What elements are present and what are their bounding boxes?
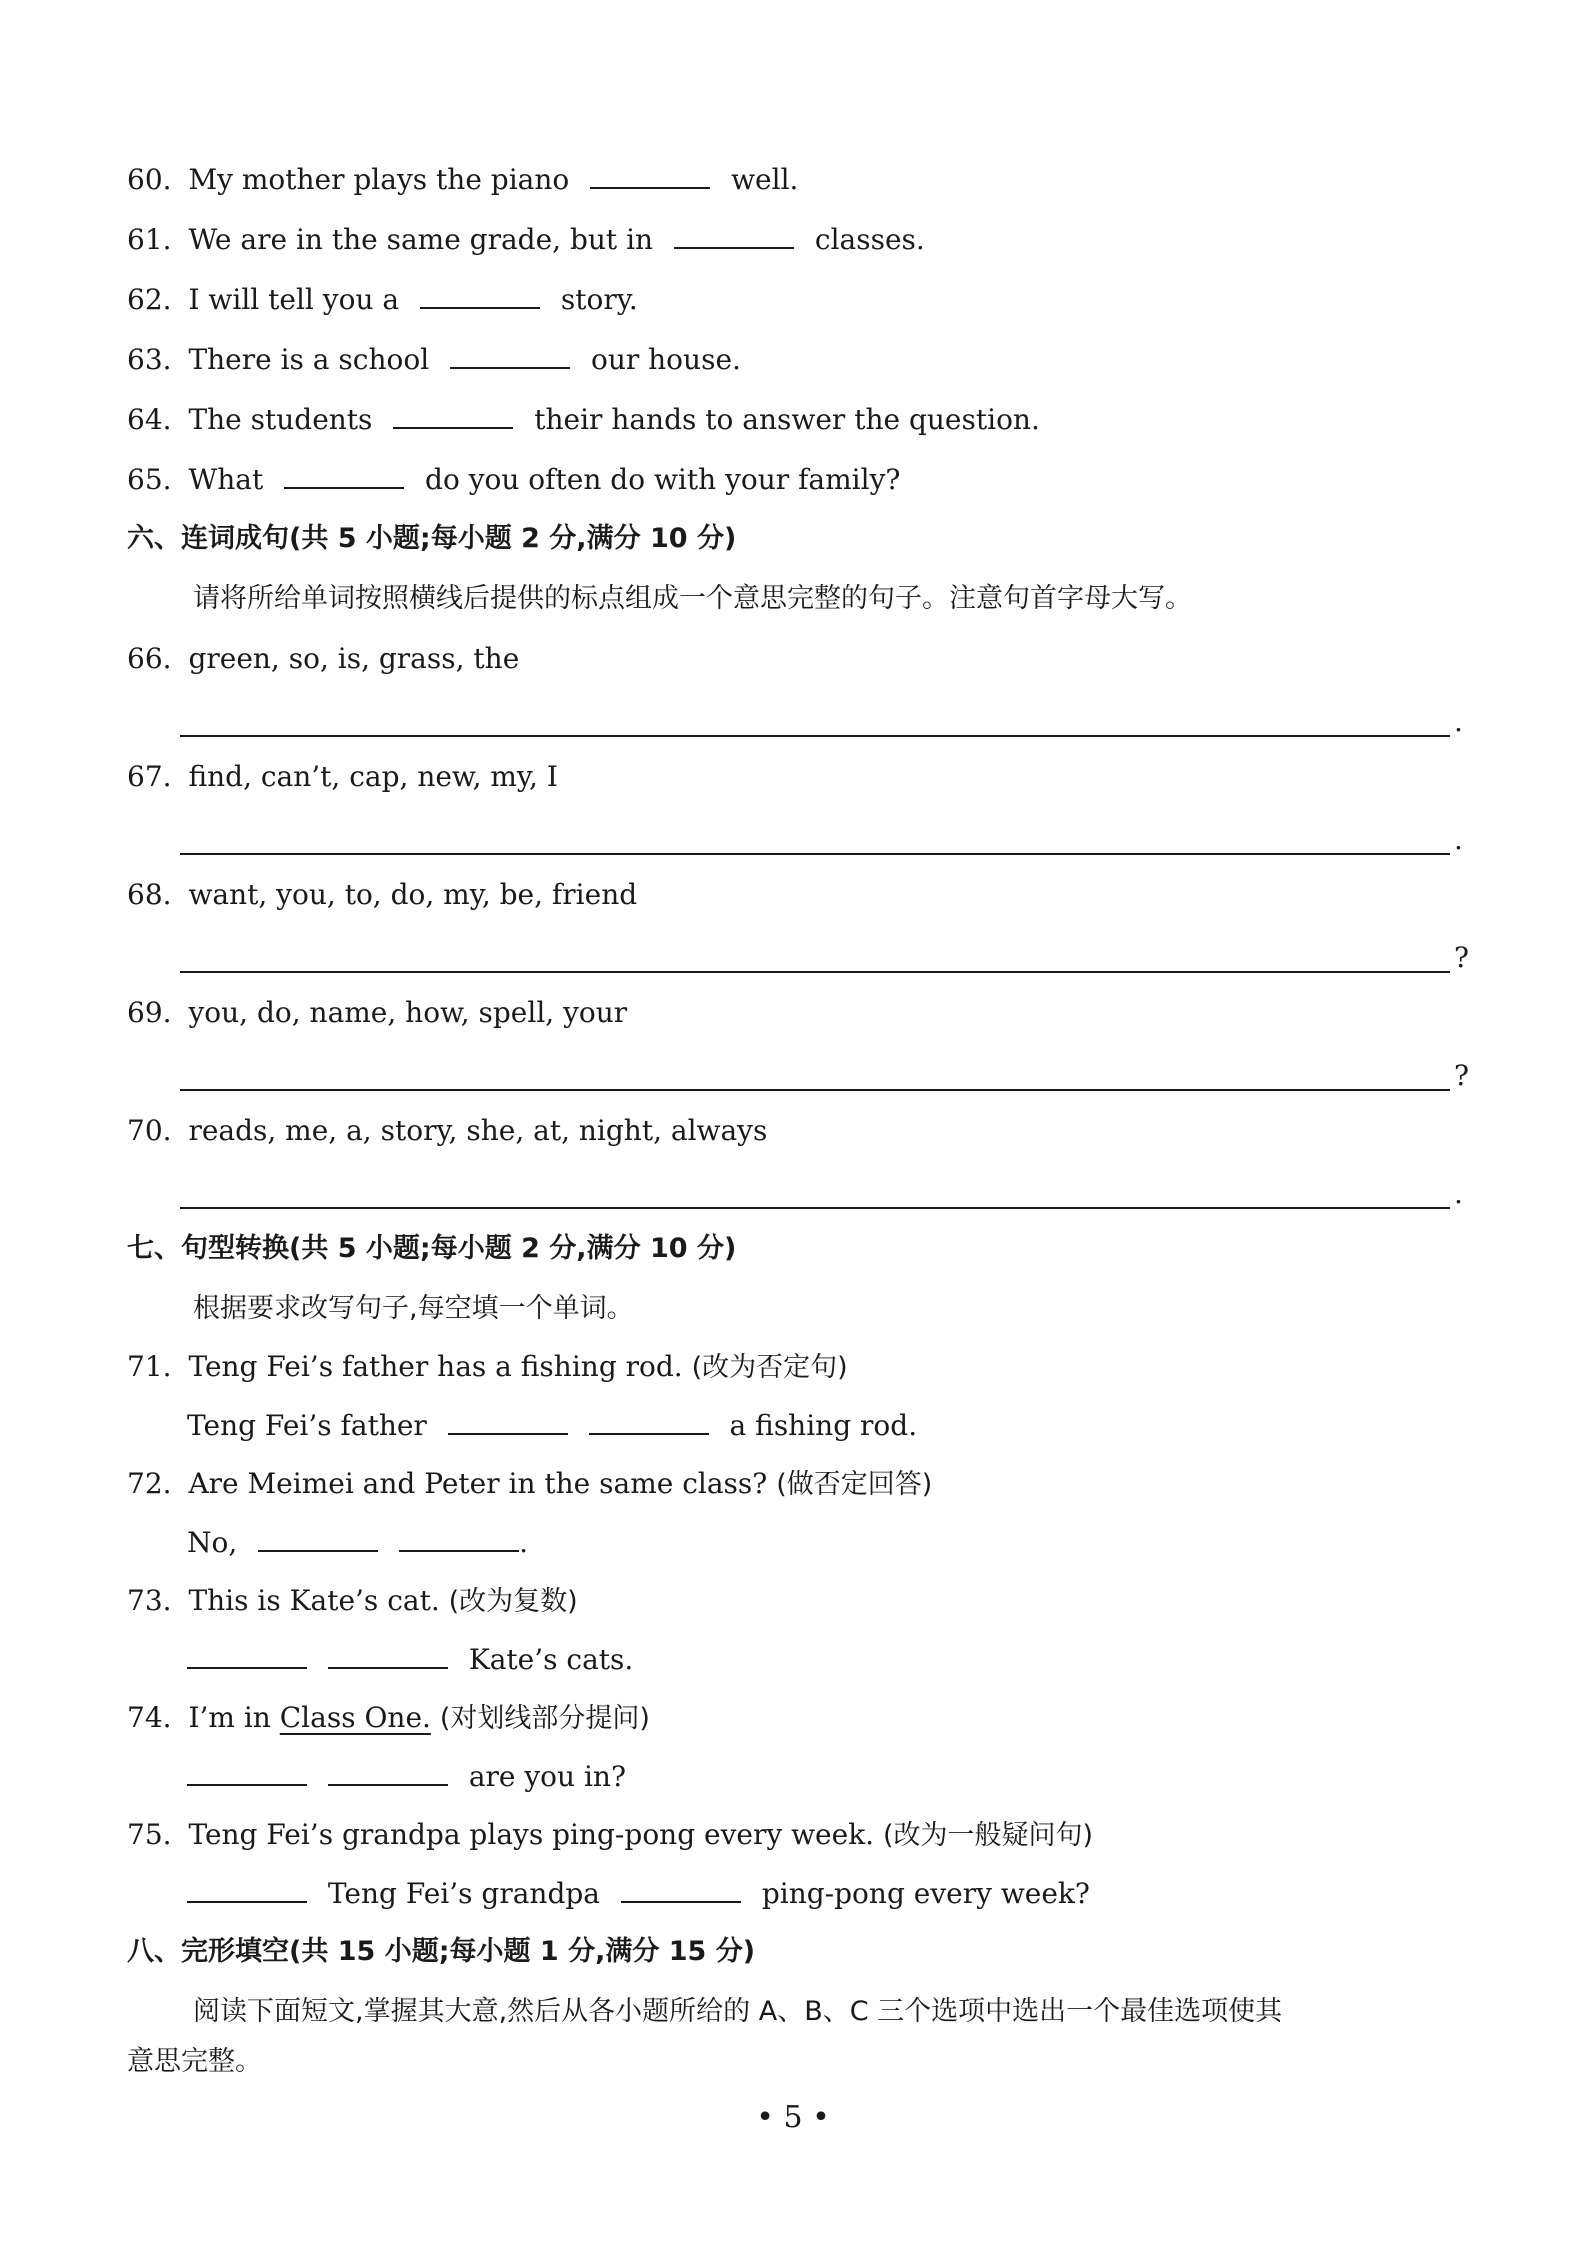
- question-number: 75.: [127, 1818, 172, 1851]
- answer-line[interactable]: [180, 971, 1450, 973]
- answer-blank[interactable]: [328, 1639, 448, 1669]
- answer-line[interactable]: [180, 853, 1450, 855]
- section-heading-text: 七、句型转换(共 5 小题;每小题 2 分,满分 10 分): [127, 1233, 737, 1264]
- underlined-part: Class One.: [279, 1701, 431, 1734]
- question-72: [0, 1462, 1586, 1506]
- section-7-instruction: [0, 1287, 1586, 1331]
- question-75: [0, 1813, 1586, 1857]
- question-63: [0, 338, 1586, 382]
- question-text: This is Kate’s cat.: [188, 1584, 440, 1617]
- question-words: green, so, is, grass, the: [188, 642, 520, 675]
- question-66: [0, 637, 1586, 681]
- question-number: 73.: [127, 1584, 172, 1617]
- answer-72: [0, 1521, 1586, 1565]
- question-text: Teng Fei’s father has a fishing rod.: [188, 1350, 683, 1383]
- section-heading-text: 六、连词成句(共 5 小题;每小题 2 分,满分 10 分): [127, 523, 737, 554]
- question-words: you, do, name, how, spell, your: [188, 996, 628, 1029]
- question-text: classes.: [814, 223, 925, 256]
- answer-blank[interactable]: [393, 399, 513, 429]
- section-8-heading: [0, 1930, 1586, 1974]
- answer-blank[interactable]: [284, 459, 404, 489]
- instruction-text: 意思完整。: [127, 2046, 262, 2077]
- question-73: [0, 1579, 1586, 1623]
- end-punctuation: ?: [1454, 941, 1470, 974]
- question-65: [0, 458, 1586, 502]
- question-requirement: (改为复数): [448, 1586, 578, 1617]
- answer-blank[interactable]: [187, 1873, 307, 1903]
- answer-suffix: Kate’s cats.: [468, 1643, 634, 1676]
- question-requirement: (改为否定句): [691, 1352, 848, 1383]
- section-8-instruction-1: [0, 1990, 1586, 2034]
- answer-suffix: ping-pong every week?: [761, 1877, 1090, 1910]
- answer-blank[interactable]: [420, 279, 540, 309]
- question-67: [0, 755, 1586, 799]
- question-number: 60.: [127, 163, 172, 196]
- question-requirement: (改为一般疑问句): [882, 1820, 1094, 1851]
- end-punctuation: ?: [1454, 1059, 1470, 1092]
- answer-prefix: Teng Fei’s father: [187, 1409, 427, 1442]
- end-punctuation: .: [1454, 1177, 1463, 1210]
- question-text: We are in the same grade, but in: [188, 223, 654, 256]
- answer-blank[interactable]: [589, 1405, 709, 1435]
- question-number: 64.: [127, 403, 172, 436]
- question-number: 68.: [127, 878, 172, 911]
- question-text: their hands to answer the question.: [534, 403, 1040, 436]
- answer-suffix: a fishing rod.: [729, 1409, 918, 1442]
- answer-blank[interactable]: [328, 1756, 448, 1786]
- question-number: 71.: [127, 1350, 172, 1383]
- question-text: story.: [560, 283, 638, 316]
- question-number: 72.: [127, 1467, 172, 1500]
- section-heading-text: 八、完形填空(共 15 小题;每小题 1 分,满分 15 分): [127, 1936, 756, 1967]
- answer-71: [0, 1404, 1586, 1448]
- answer-middle: Teng Fei’s grandpa: [327, 1877, 601, 1910]
- question-number: 65.: [127, 463, 172, 496]
- answer-blank[interactable]: [450, 339, 570, 369]
- question-70: [0, 1109, 1586, 1153]
- question-text: Teng Fei’s grandpa plays ping-pong every week.: [188, 1818, 875, 1851]
- question-69: [0, 991, 1586, 1035]
- question-requirement: (做否定回答): [776, 1469, 933, 1500]
- answer-blank[interactable]: [674, 219, 794, 249]
- question-text: Are Meimei and Peter in the same class?: [188, 1467, 768, 1500]
- question-64: [0, 398, 1586, 442]
- question-68: [0, 873, 1586, 917]
- answer-line[interactable]: [180, 1207, 1450, 1209]
- answer-blank[interactable]: [399, 1522, 519, 1552]
- question-words: find, can’t, cap, new, my, I: [188, 760, 558, 793]
- answer-blank[interactable]: [448, 1405, 568, 1435]
- end-punctuation: .: [1454, 705, 1463, 738]
- section-7-heading: [0, 1227, 1586, 1271]
- section-6-instruction: [0, 577, 1586, 621]
- section-6-heading: [0, 517, 1586, 561]
- answer-suffix: .: [519, 1526, 528, 1559]
- answer-blank[interactable]: [258, 1522, 378, 1552]
- answer-blank[interactable]: [187, 1639, 307, 1669]
- answer-74: [0, 1755, 1586, 1799]
- question-number: 69.: [127, 996, 172, 1029]
- question-requirement: (对划线部分提问): [439, 1703, 650, 1734]
- question-text: I will tell you a: [188, 283, 400, 316]
- question-60: [0, 158, 1586, 202]
- section-8-instruction-2: [0, 2040, 1586, 2084]
- answer-blank[interactable]: [621, 1873, 741, 1903]
- question-words: reads, me, a, story, she, at, night, always: [188, 1114, 768, 1147]
- question-text: There is a school: [188, 343, 430, 376]
- question-71: [0, 1345, 1586, 1389]
- answer-75: [0, 1872, 1586, 1916]
- instruction-text: 阅读下面短文,掌握其大意,然后从各小题所给的 A、B、C 三个选项中选出一个最佳选项使其: [193, 1996, 1283, 2027]
- answer-suffix: are you in?: [468, 1760, 626, 1793]
- question-text: well.: [731, 163, 799, 196]
- question-text: What: [188, 463, 264, 496]
- end-punctuation: .: [1454, 823, 1463, 856]
- question-number: 66.: [127, 642, 172, 675]
- question-text: I’m in: [188, 1701, 271, 1734]
- question-number: 70.: [127, 1114, 172, 1147]
- page-number: • 5 •: [756, 2100, 830, 2135]
- answer-line[interactable]: [180, 1089, 1450, 1091]
- question-number: 67.: [127, 760, 172, 793]
- question-74: [0, 1696, 1586, 1740]
- question-words: want, you, to, do, my, be, friend: [188, 878, 638, 911]
- answer-line[interactable]: [180, 735, 1450, 737]
- question-text: The students: [188, 403, 373, 436]
- question-text: do you often do with your family?: [425, 463, 901, 496]
- question-62: [0, 278, 1586, 322]
- question-number: 62.: [127, 283, 172, 316]
- answer-73: [0, 1638, 1586, 1682]
- answer-blank[interactable]: [590, 159, 710, 189]
- question-61: [0, 218, 1586, 262]
- question-text: our house.: [590, 343, 741, 376]
- question-text: My mother plays the piano: [188, 163, 570, 196]
- question-number: 63.: [127, 343, 172, 376]
- answer-prefix: No,: [187, 1526, 238, 1559]
- question-number: 61.: [127, 223, 172, 256]
- instruction-text: 根据要求改写句子,每空填一个单词。: [193, 1293, 634, 1324]
- instruction-text: 请将所给单词按照横线后提供的标点组成一个意思完整的句子。注意句首字母大写。: [193, 583, 1192, 614]
- question-number: 74.: [127, 1701, 172, 1734]
- answer-blank[interactable]: [187, 1756, 307, 1786]
